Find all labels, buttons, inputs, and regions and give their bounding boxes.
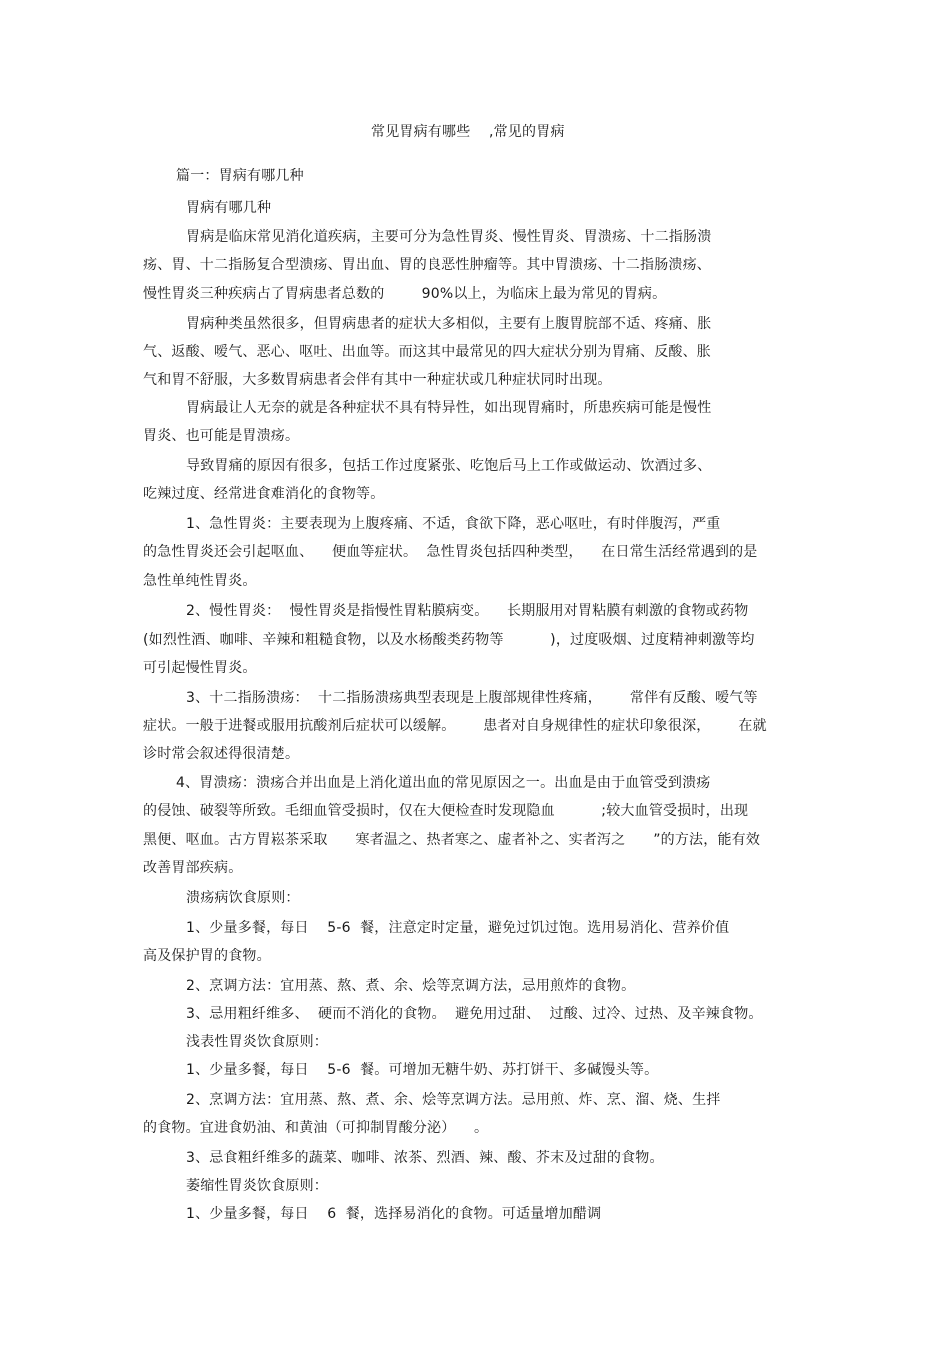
text-line: 的急性胃炎还会引起呕血、 便血等症状。 急性胃炎包括四种类型， 在日常生活经常遇到的是 (143, 544, 758, 560)
text-line: 症状。一般于进餐或服用抗酸剂后症状可以缓解。 患者对自身规律性的症状印象很深， 在就 (143, 718, 767, 734)
text-line: 可引起慢性胃炎。 (143, 660, 257, 676)
text-line: 3、忌用粗纤维多、 硬而不消化的食物。 避免用过甜、 过酸、过冷、过热、及辛辣食物。 (186, 1006, 763, 1022)
text-line: 3、忌食粗纤维多的蔬菜、咖啡、浓茶、烈酒、辣、酸、芥末及过甜的食物。 (186, 1150, 664, 1166)
text-line: 胃病是临床常见消化道疾病，主要可分为急性胃炎、慢性胃炎、胃溃疡、十二指肠溃 (186, 229, 712, 245)
text-line: 3、十二指肠溃疡： 十二指肠溃疡典型表现是上腹部规律性疼痛， 常伴有反酸、嗳气等 (186, 690, 758, 706)
text-line: 黑便、呕血。古方胃崧茶采取 寒者温之、热者寒之、虚者补之、实者泻之 ”的方法，能有效 (143, 832, 761, 848)
text-line: 高及保护胃的食物。 (143, 948, 271, 964)
page-title: 常见胃病有哪些 ,常见的胃病 (371, 124, 565, 140)
text-line: 1、少量多餐，每日 6 餐，选择易消化的食物。可适量增加醋调 (186, 1206, 602, 1222)
text-line: 1、急性胃炎：主要表现为上腹疼痛、不适，食欲下降，恶心呕吐，有时伴腹泻，严重 (186, 516, 721, 532)
text-line: 的侵蚀、破裂等所致。毛细血管受损时，仅在大便检查时发现隐血 ;较大血管受损时，出现 (143, 803, 749, 819)
text-line: 诊时常会叙述得很清楚。 (143, 746, 300, 762)
text-line: 吃辣过度、经常进食难消化的食物等。 (143, 486, 385, 502)
subheading: 萎缩性胃炎饮食原则： (186, 1178, 328, 1194)
subheading: 胃病有哪几种 (186, 200, 272, 216)
text-line: 1、少量多餐，每日 5-6 餐，注意定时定量，避免过饥过饱。选用易消化、营养价值 (186, 920, 730, 936)
text-line: 慢性胃炎三种疾病占了胃病患者总数的 90%以上，为临床上最为常见的胃病。 (143, 286, 667, 302)
text-line: 改善胃部疾病。 (143, 860, 243, 876)
text-line: 气、返酸、嗳气、恶心、呕吐、出血等。而这其中最常见的四大症状分别为胃痛、反酸、胀 (143, 344, 711, 360)
text-line: 急性单纯性胃炎。 (143, 573, 257, 589)
text-line: 2、烹调方法：宜用蒸、熬、煮、余、烩等烹调方法。忌用煎、炸、烹、溜、烧、生拌 (186, 1092, 721, 1108)
text-line: 4、胃溃疡：溃疡合并出血是上消化道出血的常见原因之一。出血是由于血管受到溃疡 (176, 775, 711, 791)
text-line: 2、烹调方法：宜用蒸、熬、煮、余、烩等烹调方法，忌用煎炸的食物。 (186, 978, 636, 994)
text-line: 导致胃痛的原因有很多，包括工作过度紧张、吃饱后马上工作或做运动、饮酒过多、 (186, 458, 712, 474)
section-heading: 篇一：胃病有哪几种 (176, 168, 304, 184)
text-line: 气和胃不舒服，大多数胃病患者会伴有其中一种症状或几种症状同时出现。 (143, 372, 612, 388)
text-line: 胃病种类虽然很多，但胃病患者的症状大多相似，主要有上腹胃脘部不适、疼痛、胀 (186, 316, 712, 332)
text-line: 的食物。宜进食奶油、和黄油（可抑制胃酸分泌） 。 (143, 1120, 489, 1136)
text-line: 胃炎、也可能是胃溃疡。 (143, 428, 300, 444)
text-line: 疡、胃、十二指肠复合型溃疡、胃出血、胃的良恶性肿瘤等。其中胃溃疡、十二指肠溃疡、 (143, 257, 711, 273)
text-line: 2、慢性胃炎： 慢性胃炎是指慢性胃粘膜病变。 长期服用对胃粘膜有刺激的食物或药物 (186, 603, 749, 619)
text-line: (如烈性酒、咖啡、辛辣和粗糙食物，以及水杨酸类药物等 )，过度吸烟、过度精神刺激等均 (143, 632, 755, 648)
subheading: 溃疡病饮食原则： (186, 890, 300, 906)
text-line: 1、少量多餐，每日 5-6 餐。可增加无糖牛奶、苏打饼干、多碱馒头等。 (186, 1062, 659, 1078)
subheading: 浅表性胃炎饮食原则： (186, 1034, 328, 1050)
text-line: 胃病最让人无奈的就是各种症状不具有特异性，如出现胃痛时，所患疾病可能是慢性 (186, 400, 712, 416)
